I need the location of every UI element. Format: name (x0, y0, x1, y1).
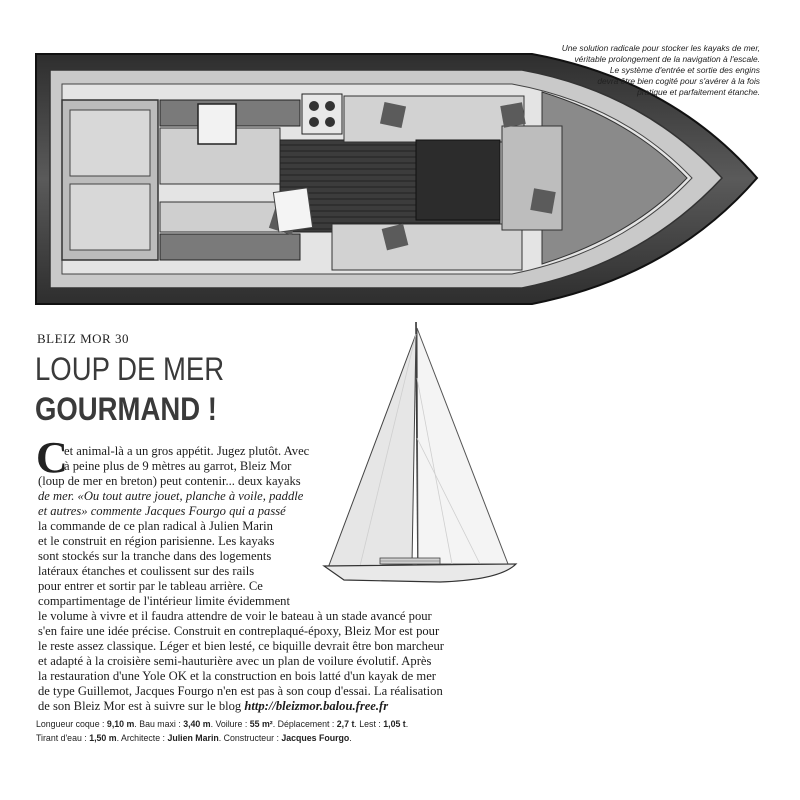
body-line: et autres» commente Jacques Fourgo qui a passé (38, 504, 286, 518)
body-line: latéraux étanches et coulissent sur des rails (38, 564, 255, 578)
body-line: (loup de mer en breton) peut contenir... deux kayaks (38, 474, 301, 488)
body-line: la restauration d'une Yole OK et la construction en bois latté d'un kayak de mer (38, 669, 436, 683)
drop-cap: C (36, 433, 68, 482)
spec-label: . Architecte : (116, 733, 168, 743)
article-kicker: BLEIZ MOR 30 (37, 331, 129, 346)
body-line: sont stockés sur la tranche dans des logements (38, 549, 272, 563)
kayak-locker-bottom (160, 234, 300, 260)
specs-line-2 (36, 733, 352, 743)
spec-label: . Bau maxi : (134, 719, 184, 729)
spec-value: Jacques Fourgo (281, 733, 350, 743)
caption-line: devra être bien cogité pour s'avérer à la fois (597, 76, 760, 86)
body-line-last (38, 699, 388, 714)
specs-line-1 (36, 719, 408, 729)
spec-label: . Lest : (354, 719, 384, 729)
spec-value: 55 m² (249, 719, 273, 729)
caption-line: Une solution radicale pour stocker les kayaks de mer, (561, 43, 760, 53)
body-line: et adapté à la croisière semi-hauturière avec un plan de voilure évolutif. Après (38, 654, 432, 668)
spec-label: . Déplacement : (272, 719, 337, 729)
spec-label: . Voilure : (210, 719, 250, 729)
hull-profile (324, 564, 516, 582)
body-line: pour entrer et sortir par le tableau arrière. Ce (38, 579, 263, 593)
saloon-table (416, 140, 500, 220)
body-line: à peine plus de 9 mètres au garrot, Bleiz Mor (64, 459, 292, 473)
body-line: et le construit en région parisienne. Les kayaks (38, 534, 275, 548)
sailboat-profile-illustration (320, 318, 520, 588)
plan-caption (520, 43, 760, 98)
body-line: de mer. «Ou tout autre jouet, planche à voile, paddle (38, 489, 304, 503)
caption-line: pratique et parfaitement étanche. (637, 87, 760, 97)
spec-value: 1,05 t (383, 719, 406, 729)
body-line: compartimentage de l'intérieur limite évidemment (38, 594, 290, 608)
body-line: s'en faire une idée précise. Construit en contreplaqué-époxy, Bleiz Mor est pour (38, 624, 440, 638)
spec-value: 9,10 m (106, 719, 135, 729)
spec-label: . (405, 719, 409, 729)
spec-label: Longueur coque : (36, 719, 107, 729)
caption-line: Le système d'entrée et sortie des engins (609, 65, 760, 75)
article-title-line1: LOUP DE MER (35, 351, 225, 387)
blog-link[interactable]: http://bleizmor.balou.free.fr (244, 699, 389, 713)
body-line: de son Bleiz Mor est à suivre sur le blog (38, 699, 245, 713)
caption-line: véritable prolongement de la navigation à l'escale. (574, 54, 760, 64)
jib (328, 334, 416, 568)
body-line: de type Guillemot, Jacques Fourgo n'en est pas à son coup d'essai. La réalisation (38, 684, 443, 698)
spec-value: Julien Marin (167, 733, 219, 743)
spec-value: 2,7 t (336, 719, 355, 729)
spec-label: Tirant d'eau : (36, 733, 90, 743)
body-line: et animal-là a un gros appétit. Jugez plutôt. Avec (64, 444, 310, 458)
spec-value: 3,40 m (183, 719, 211, 729)
body-line: le reste assez classique. Léger et bien lesté, ce biquille devrait être bon marcheur (38, 639, 444, 653)
spec-label: . Constructeur : (218, 733, 282, 743)
spec-value: 1,50 m (89, 733, 117, 743)
body-line: le volume à vivre et il faudra attendre de voir le bateau à un stade avancé pour (38, 609, 432, 623)
spec-label: . (349, 733, 352, 743)
body-line: la commande de ce plan radical à Julien Marin (38, 519, 273, 533)
article-title-line2: GOURMAND ! (35, 391, 217, 427)
